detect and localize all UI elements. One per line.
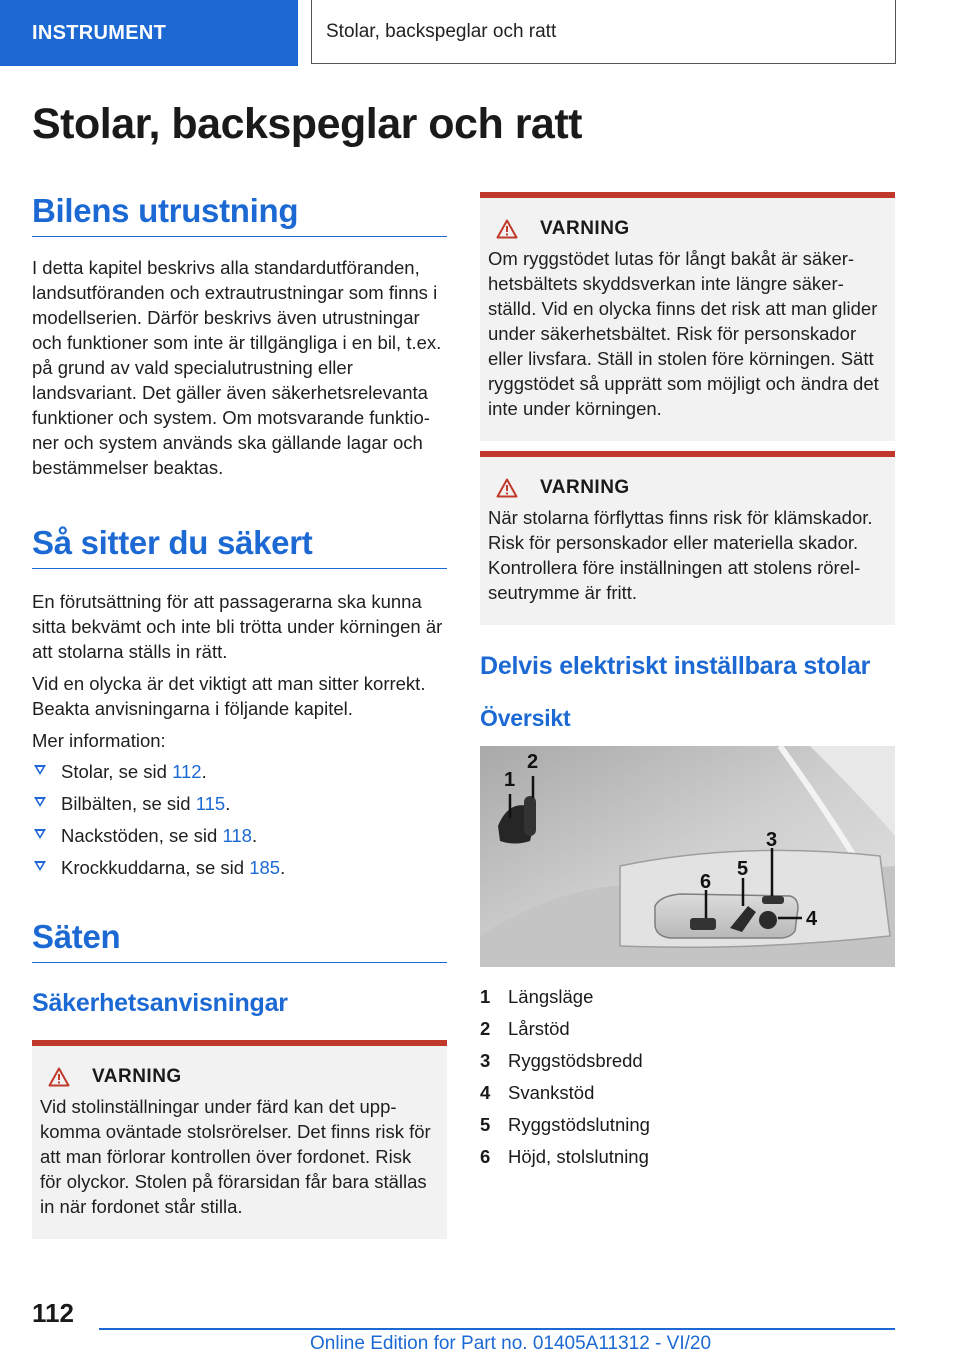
triangle-bullet-icon [34, 861, 46, 871]
page-header [0, 0, 960, 66]
warning-text: Vid stolinställningar under färd kan det uppkomma oväntade stolsrörelser. Det finns risk för att man förlorar kontrollen över fordonet. Risk för olyckor. Stolen på förarsidan får bara ställas in när fordonet står stilla. [40, 1096, 431, 1217]
callout-label: 6 [700, 871, 712, 893]
equipment-heading: Bilens utrustning [32, 192, 447, 237]
equipment-text: I detta kapitel beskrivs alla standardutföranden, landsutföranden och extrautrustningar som finns i modellserien. Därför beskrivs även utrustningar och funktioner som inte är tillgängliga i en bil, t.ex. på grund av vald specialutrustning eller landsvariant. Det gäller även säkerhetsrelevanta funktioner och system. Om motsvarande funktioner och system används ska gällande lagar och bestämmelser beaktas. [32, 257, 442, 478]
list-item: Nackstöden, se sid 118. [32, 823, 447, 848]
safe-text-2: Vid en olycka är det viktigt att man sitter korrekt. Beakta anvisningarna i följande kapitel. [32, 673, 426, 719]
warning-triangle-icon [496, 219, 518, 239]
right-column [480, 192, 895, 1173]
callout-legend [480, 981, 895, 1173]
callout-label: 1 [504, 769, 516, 791]
safety-subheading: Säkerhetsanvisningar [32, 989, 288, 1017]
safe-text-1: En förutsättning för att passagerarna ska kunna sitta bekvämt och inte bli trötta under körningen är att stolarna ställs in rätt. [32, 591, 443, 662]
seat-controls-image [480, 746, 895, 967]
safe-heading: Så sitter du säkert [32, 524, 447, 569]
warning-triangle-icon [48, 1067, 70, 1087]
warning-box [32, 1040, 447, 1239]
warning-header [488, 477, 883, 499]
legend-item: 1 Längsläge [480, 986, 594, 1007]
callout-label: 4 [806, 908, 818, 930]
callout-label: 3 [766, 829, 778, 851]
section-tab[interactable]: INSTRUMENT [0, 0, 298, 66]
page-link[interactable]: 112 [172, 761, 202, 782]
triangle-bullet-icon [34, 765, 46, 775]
page-link[interactable]: 115 [195, 793, 226, 814]
footer-divider [99, 1328, 895, 1330]
left-column [32, 192, 447, 1239]
warning-header [40, 1066, 435, 1088]
callout-label: 2 [527, 751, 539, 773]
triangle-bullet-icon [34, 829, 46, 839]
edition-link[interactable]: Online Edition for Part no. 01405A11312 - VI/20 [310, 1333, 712, 1354]
list-item: Krockkuddarna, se sid 185. [32, 855, 447, 880]
warning-label: VARNING [92, 1066, 182, 1087]
list-item: Bilbälten, se sid 115. [32, 791, 447, 816]
legend-item: 4 Svankstöd [480, 1082, 595, 1103]
legend-item: 3 Ryggstödsbredd [480, 1050, 643, 1071]
warning-text: Om ryggstödet lutas för långt bakåt är säkerhetsbältets skyddsverkan inte längre säkerställd. Vid en olycka finns det risk att man glider under säkerhetsbältet. Risk för personskador eller livsfara. Ställ in stolen före körningen. Sätt ryggstödet så upprätt som möjligt och ändra det inte under körningen. [488, 248, 879, 419]
warning-triangle-icon [496, 478, 518, 498]
warning-header [488, 218, 883, 240]
legend-item: 5 Ryggstödslutning [480, 1114, 650, 1135]
callout-label: 5 [737, 858, 749, 880]
page-title: Stolar, backspeglar och ratt [32, 100, 582, 148]
chapter-title: Stolar, backspeglar och ratt [311, 0, 896, 64]
reference-list [32, 759, 447, 880]
page-link[interactable]: 185 [249, 857, 281, 878]
list-item: Stolar, se sid 112. [32, 759, 447, 784]
warning-label: VARNING [540, 218, 630, 239]
seats-heading: Säten [32, 918, 447, 963]
warning-label: VARNING [540, 477, 630, 498]
page-number: 112 [32, 1298, 74, 1328]
warning-text: När stolarna förflyttas finns risk för klämskador. Risk för personskador eller materiella skador. Kontrollera före inställningen att stolens rörelseutrymme är fritt. [488, 507, 873, 603]
more-info-label: Mer information: [32, 730, 166, 751]
triangle-bullet-icon [34, 797, 46, 807]
warning-box [480, 451, 895, 625]
legend-item: 6 Höjd, stolslutning [480, 1146, 649, 1167]
overview-subheading: Översikt [480, 705, 571, 731]
electric-seats-heading: Delvis elektriskt inställbara stolar [480, 652, 871, 680]
warning-box [480, 192, 895, 441]
legend-item: 2 Lårstöd [480, 1018, 570, 1039]
page-link[interactable]: 118 [222, 825, 252, 846]
